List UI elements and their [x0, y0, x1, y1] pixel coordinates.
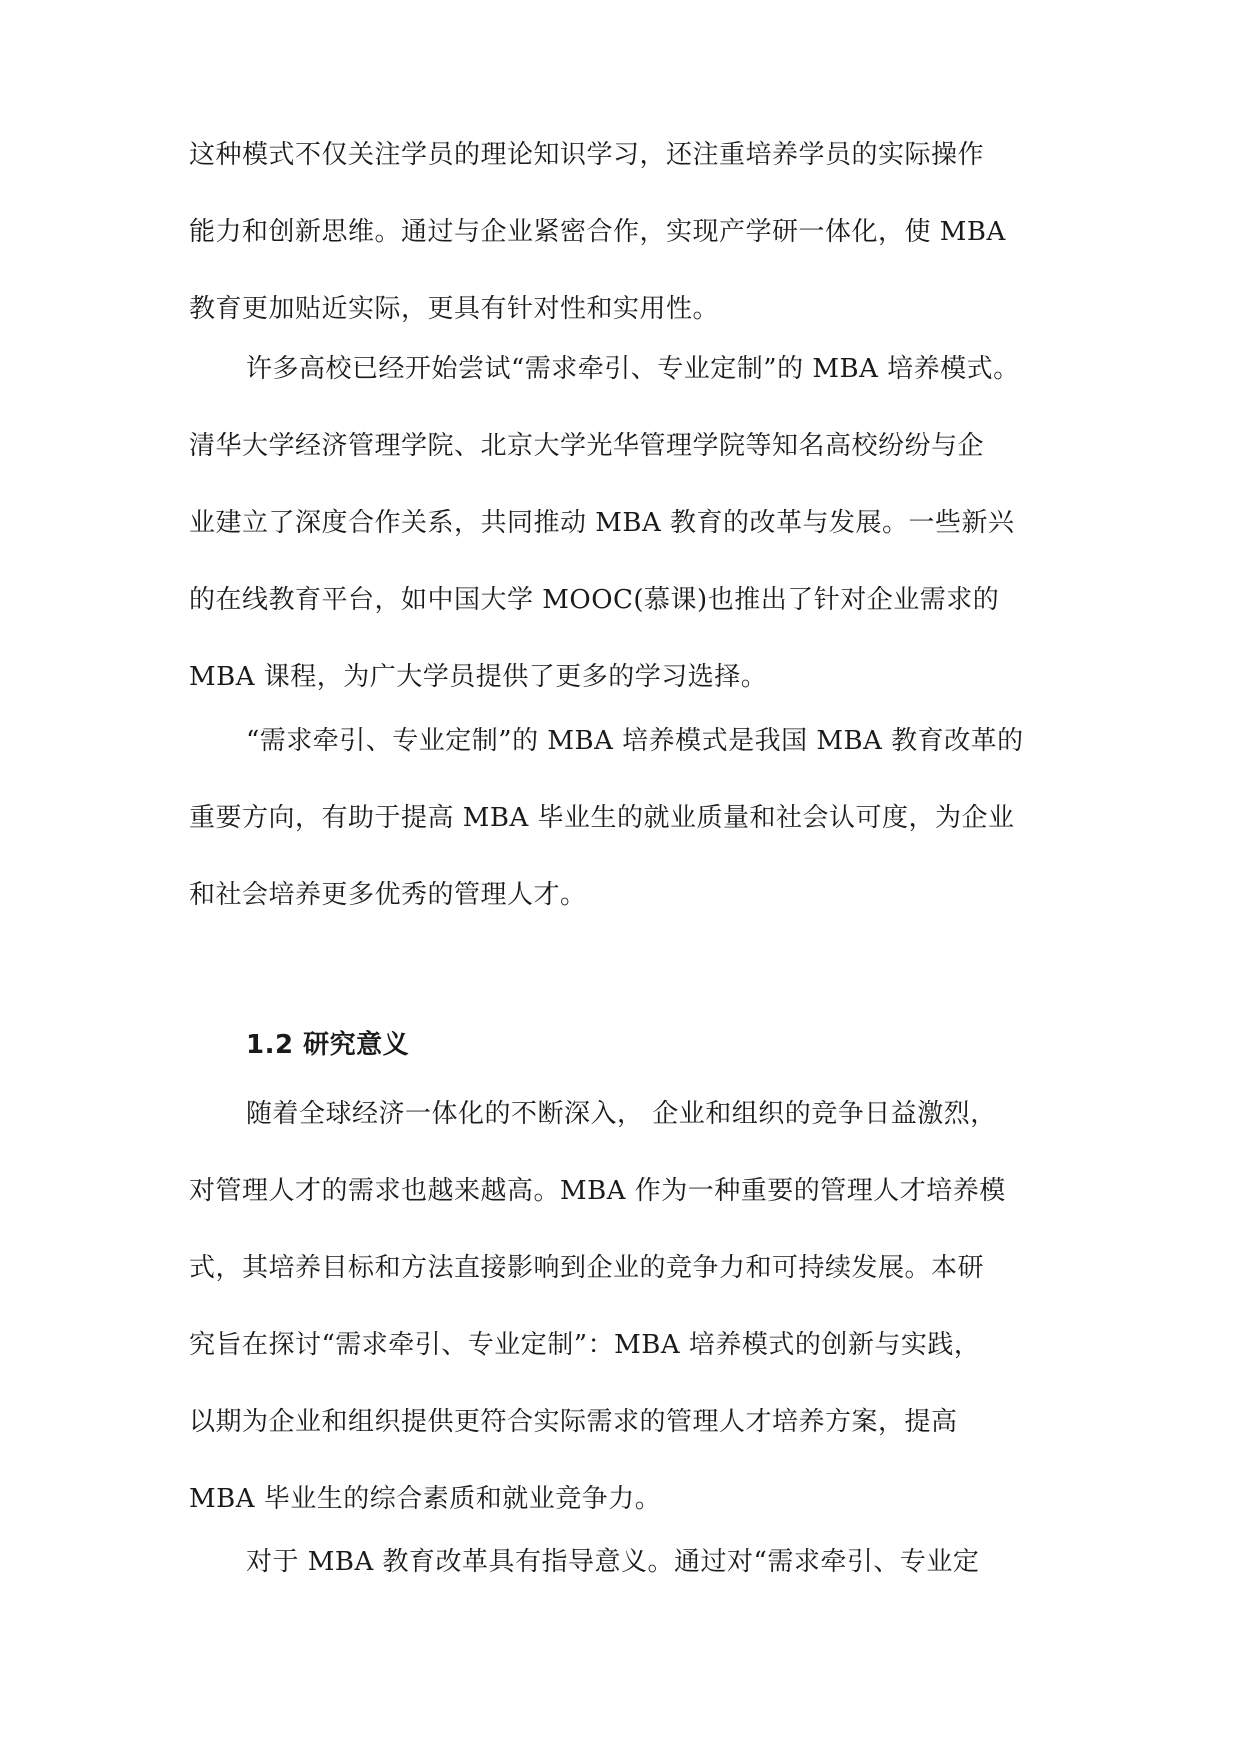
text-line: MBA 毕业生的综合素质和就业竞争力。 — [189, 1484, 662, 1514]
text-line: “需求牵引、专业定制”的 MBA 培养模式是我国 MBA 教育改革的 — [246, 726, 1024, 756]
paragraph-3 — [189, 703, 1049, 934]
paragraph-5 — [189, 1524, 1049, 1601]
text-line: 以期为企业和组织提供更符合实际需求的管理人才培养方案，提高 — [189, 1407, 958, 1437]
text-line: 对管理人才的需求也越来越高。MBA 作为一种重要的管理人才培养模 — [189, 1176, 1006, 1206]
section-heading: 1.2 研究意义 — [246, 1030, 410, 1060]
text-line: 和社会培养更多优秀的管理人才。 — [189, 880, 587, 910]
paragraph-2 — [189, 331, 1049, 716]
text-line: MBA 课程，为广大学员提供了更多的学习选择。 — [189, 662, 768, 692]
paragraph-4 — [189, 1076, 1049, 1538]
text-line: 的在线教育平台，如中国大学 MOOC(慕课)也推出了针对企业需求的 — [189, 585, 1000, 615]
text-line: 随着全球经济一体化的不断深入， 企业和组织的竞争日益激烈， — [246, 1099, 997, 1129]
text-line: 能力和创新思维。通过与企业紧密合作，实现产学研一体化，使 MBA — [189, 217, 1006, 247]
text-line: 对于 MBA 教育改革具有指导意义。通过对“需求牵引、专业定 — [246, 1547, 980, 1577]
text-line: 许多高校已经开始尝试“需求牵引、专业定制”的 MBA 培养模式。 — [246, 354, 1020, 384]
text-line: 业建立了深度合作关系，共同推动 MBA 教育的改革与发展。一些新兴 — [189, 508, 1015, 538]
paragraph-1 — [189, 117, 1049, 348]
text-line: 教育更加贴近实际，更具有针对性和实用性。 — [189, 294, 720, 324]
text-line: 究旨在探讨“需求牵引、专业定制”：MBA 培养模式的创新与实践， — [189, 1330, 981, 1360]
text-line: 清华大学经济管理学院、北京大学光华管理学院等知名高校纷纷与企 — [189, 431, 985, 461]
text-line: 这种模式不仅关注学员的理论知识学习，还注重培养学员的实际操作 — [189, 140, 985, 170]
text-line: 式，其培养目标和方法直接影响到企业的竞争力和可持续发展。本研 — [189, 1253, 985, 1283]
text-line: 重要方向，有助于提高 MBA 毕业生的就业质量和社会认可度，为企业 — [189, 803, 1015, 833]
